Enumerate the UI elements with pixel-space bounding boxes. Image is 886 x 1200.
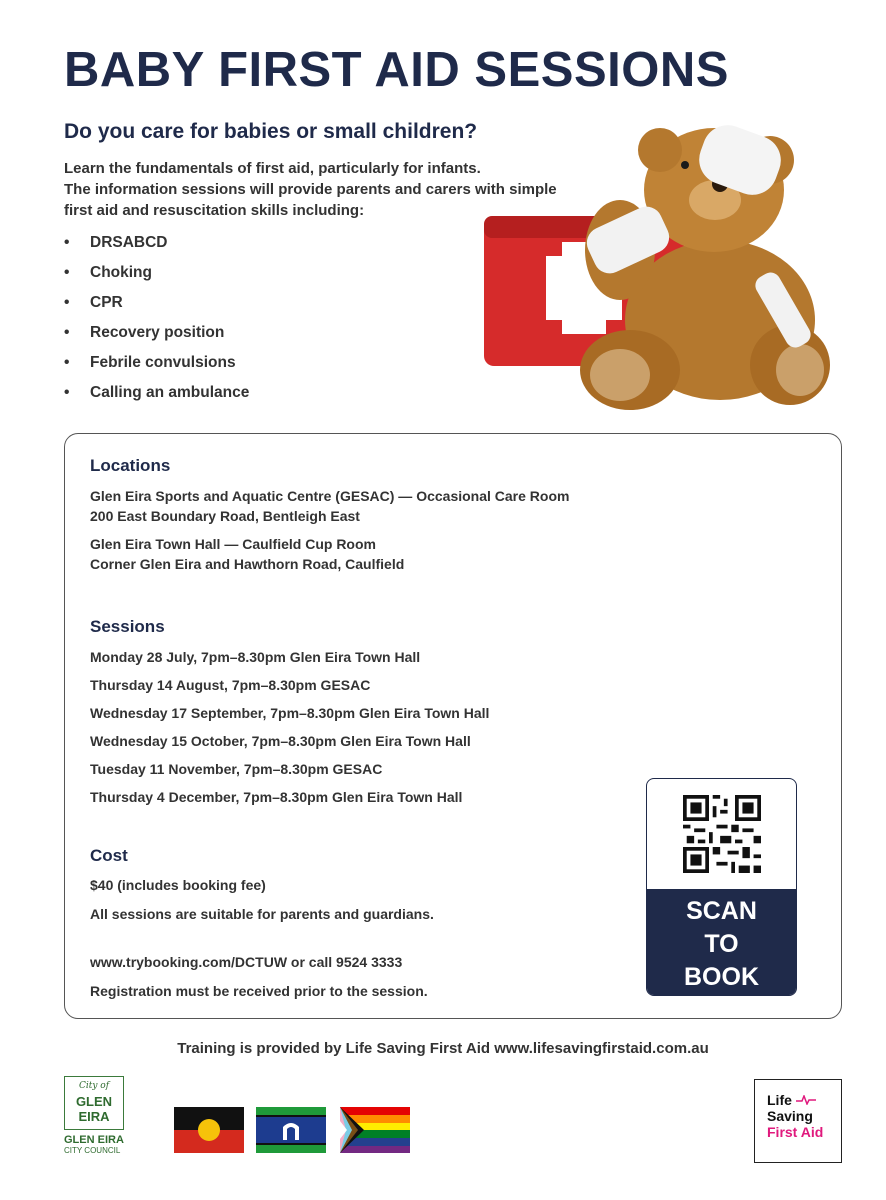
- to-label: TO: [704, 930, 739, 958]
- session-item: Tuesday 11 November, 7pm–8.30pm GESAC: [90, 761, 383, 777]
- booking-link[interactable]: www.trybooking.com/DCTUW or call 9524 3333: [90, 954, 403, 970]
- skill-item: • Calling an ambulance: [64, 378, 249, 408]
- skills-list: [64, 228, 249, 408]
- session-item: Wednesday 15 October, 7pm–8.30pm Glen Eira Town Hall: [90, 733, 471, 749]
- qr-code-icon[interactable]: [683, 795, 761, 873]
- skill-item: • CPR: [64, 288, 249, 318]
- scan-label: SCAN: [686, 897, 757, 925]
- skill-item: • Febrile convulsions: [64, 348, 249, 378]
- teddy-bear-icon: [580, 120, 830, 410]
- cost-price: $40 (includes booking fee): [90, 877, 266, 893]
- intro-question: Do you care for babies or small children?: [64, 120, 478, 143]
- life-saving-first-aid-logo: [754, 1079, 842, 1163]
- page-title: BABY FIRST AID SESSIONS: [64, 43, 729, 97]
- aboriginal-flag-icon: [174, 1107, 244, 1153]
- skill-item: • Recovery position: [64, 318, 249, 348]
- logo-council-sub: CITY COUNCIL: [64, 1146, 121, 1155]
- logo-council-name: GLEN EIRA: [64, 1134, 124, 1146]
- lsfa-saving: Saving: [767, 1108, 813, 1124]
- session-item: Thursday 4 December, 7pm–8.30pm Glen Eira Town Hall: [90, 789, 463, 805]
- session-item: Thursday 14 August, 7pm–8.30pm GESAC: [90, 677, 371, 693]
- lsfa-first-aid: First Aid: [767, 1124, 824, 1140]
- skill-item: • Choking: [64, 258, 249, 288]
- teddy-first-aid-illustration: [470, 120, 850, 420]
- glen-eira-logo: [64, 1076, 140, 1155]
- location-line: Glen Eira Sports and Aquatic Centre (GESAC) — Occasional Care Room: [90, 488, 570, 504]
- sessions-heading: Sessions: [90, 617, 165, 636]
- intro-line: The information sessions will provide parents and carers with simple: [64, 181, 557, 198]
- location-line: Glen Eira Town Hall — Caulfield Cup Room: [90, 536, 376, 552]
- heartbeat-icon: [796, 1095, 816, 1105]
- lsfa-life: Life: [767, 1092, 792, 1108]
- locations-heading: Locations: [90, 456, 171, 475]
- qr-booking-card[interactable]: [646, 778, 797, 996]
- progress-pride-flag-icon: [340, 1107, 410, 1153]
- session-item: Wednesday 17 September, 7pm–8.30pm Glen Eira Town Hall: [90, 705, 490, 721]
- session-item: Monday 28 July, 7pm–8.30pm Glen Eira Town Hall: [90, 649, 421, 665]
- location-line: Corner Glen Eira and Hawthorn Road, Caulfield: [90, 556, 405, 572]
- logo-eira: EIRA: [78, 1109, 110, 1124]
- logo-city-of: City of: [78, 1081, 110, 1091]
- torres-strait-flag-icon: [256, 1107, 326, 1153]
- cost-suitability: All sessions are suitable for parents and guardians.: [90, 906, 434, 922]
- skill-item: • DRSABCD: [64, 228, 249, 258]
- location-line: 200 East Boundary Road, Bentleigh East: [90, 508, 360, 524]
- intro-line: Learn the fundamentals of first aid, particularly for infants.: [64, 160, 481, 177]
- book-label: BOOK: [684, 963, 759, 991]
- scan-to-book-label[interactable]: [647, 889, 796, 996]
- glen-eira-logo-mark: [64, 1076, 124, 1130]
- intro-line: first aid and resuscitation skills including:: [64, 202, 365, 219]
- registration-note: Registration must be received prior to the session.: [90, 983, 428, 999]
- logo-glen: GLEN: [75, 1094, 113, 1109]
- training-provider-text: Training is provided by Life Saving First Aid www.lifesavingfirstaid.com.au: [177, 1040, 709, 1057]
- cost-heading: Cost: [90, 846, 128, 865]
